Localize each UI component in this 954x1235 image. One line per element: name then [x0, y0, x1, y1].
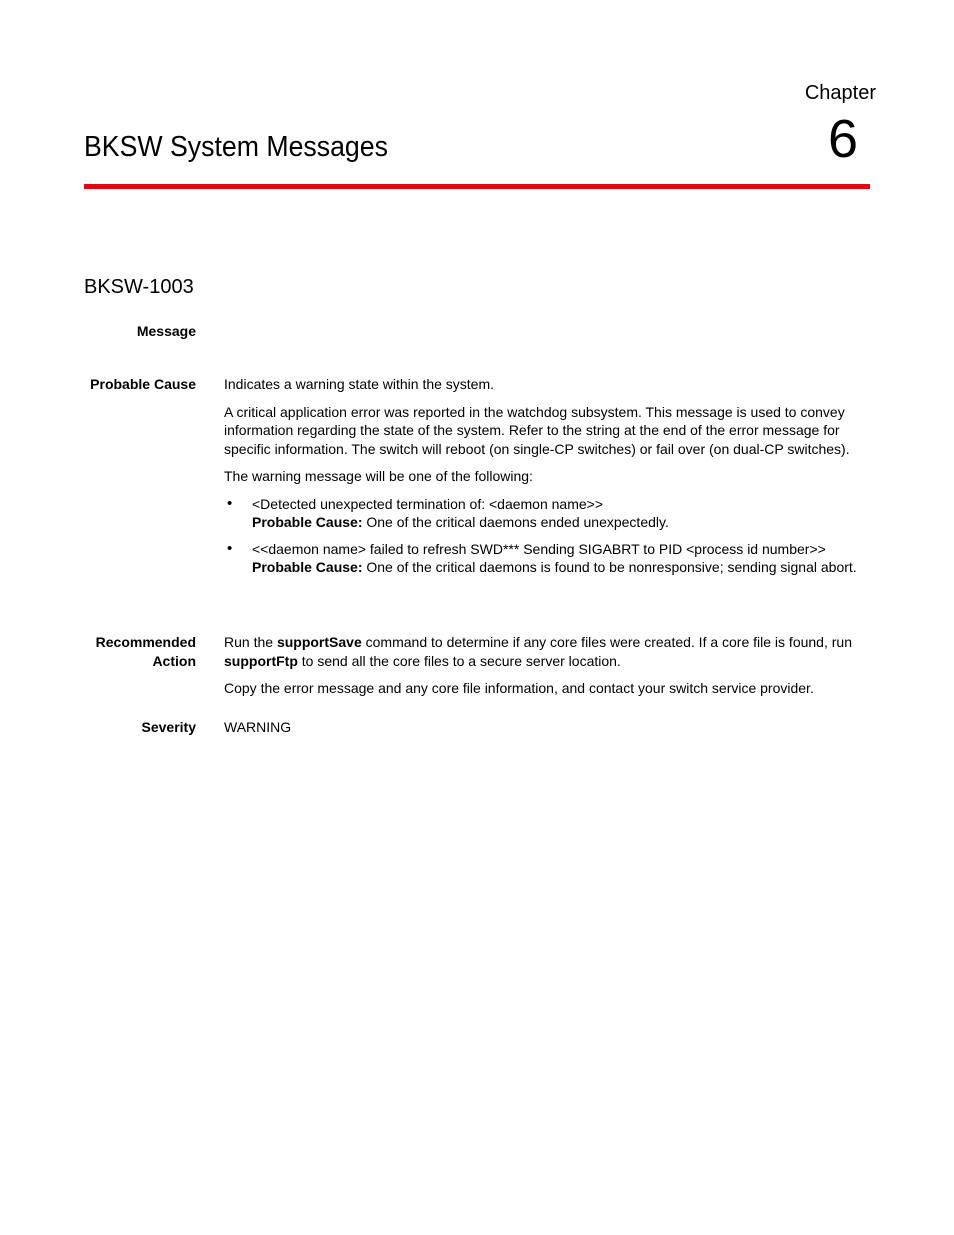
- probable-cause-detail: A critical application error was reported in the watchdog subsystem. This message is used to convey information regarding the state of the system. Refer to the string at the end of the error message for specific information. The switch will reboot (on single-CP switches) or fail over (on dual-CP switches).: [224, 403, 850, 457]
- recommended-action-contact: Copy the error message and any core file information, and contact your switch service provider.: [224, 680, 814, 696]
- recommended-action-label-line1: Recommended: [95, 634, 196, 650]
- action-text-part: to send all the core files to a secure server location.: [297, 652, 621, 669]
- bullet-icon: •: [227, 494, 233, 512]
- recommended-action-content: [224, 633, 864, 707]
- list-item: [224, 540, 864, 577]
- chapter-label: Chapter: [804, 82, 876, 104]
- severity-label: Severity: [141, 719, 196, 735]
- supportftp-command: supportFtp: [224, 652, 298, 669]
- supportsave-command: supportSave: [276, 634, 362, 650]
- probable-cause-label: Probable Cause: [90, 376, 196, 392]
- message-label: Message: [136, 323, 196, 339]
- action-text-part: command to determine if any core files were created. If a core file is found, run: [361, 634, 852, 650]
- chapter-number: 6: [827, 109, 858, 169]
- recommended-action-label: [56, 633, 196, 671]
- severity-value: WARNING: [224, 719, 292, 735]
- probable-cause-content: [224, 375, 864, 585]
- probable-cause-inline-label: Probable Cause:: [252, 559, 363, 575]
- probable-cause-inline-label: Probable Cause:: [252, 514, 363, 530]
- warning-message-text: <Detected unexpected termination of: <daemon name>>: [252, 495, 604, 512]
- message-id-heading: BKSW-1003: [84, 276, 194, 298]
- warning-message-text: <<daemon name> failed to refresh SWD*** Sending SIGABRT to PID <process id number>>: [252, 540, 826, 557]
- bullet-icon: •: [227, 539, 233, 557]
- probable-cause-inline-text: One of the critical daemons is found to be nonresponsive; sending signal abort.: [362, 559, 857, 575]
- recommended-action-text: [224, 633, 864, 670]
- probable-cause-summary: Indicates a warning state within the system.: [224, 376, 495, 392]
- warning-message-list: [224, 495, 864, 577]
- probable-cause-inline-text: One of the critical daemons ended unexpectedly.: [362, 514, 669, 530]
- list-item: [224, 495, 864, 532]
- title-rule: [84, 184, 870, 189]
- probable-cause-intro: The warning message will be one of the following:: [224, 468, 533, 484]
- action-text-part: Run the: [224, 634, 277, 650]
- chapter-title: BKSW System Messages: [84, 131, 388, 163]
- recommended-action-label-line2: Action: [152, 653, 196, 669]
